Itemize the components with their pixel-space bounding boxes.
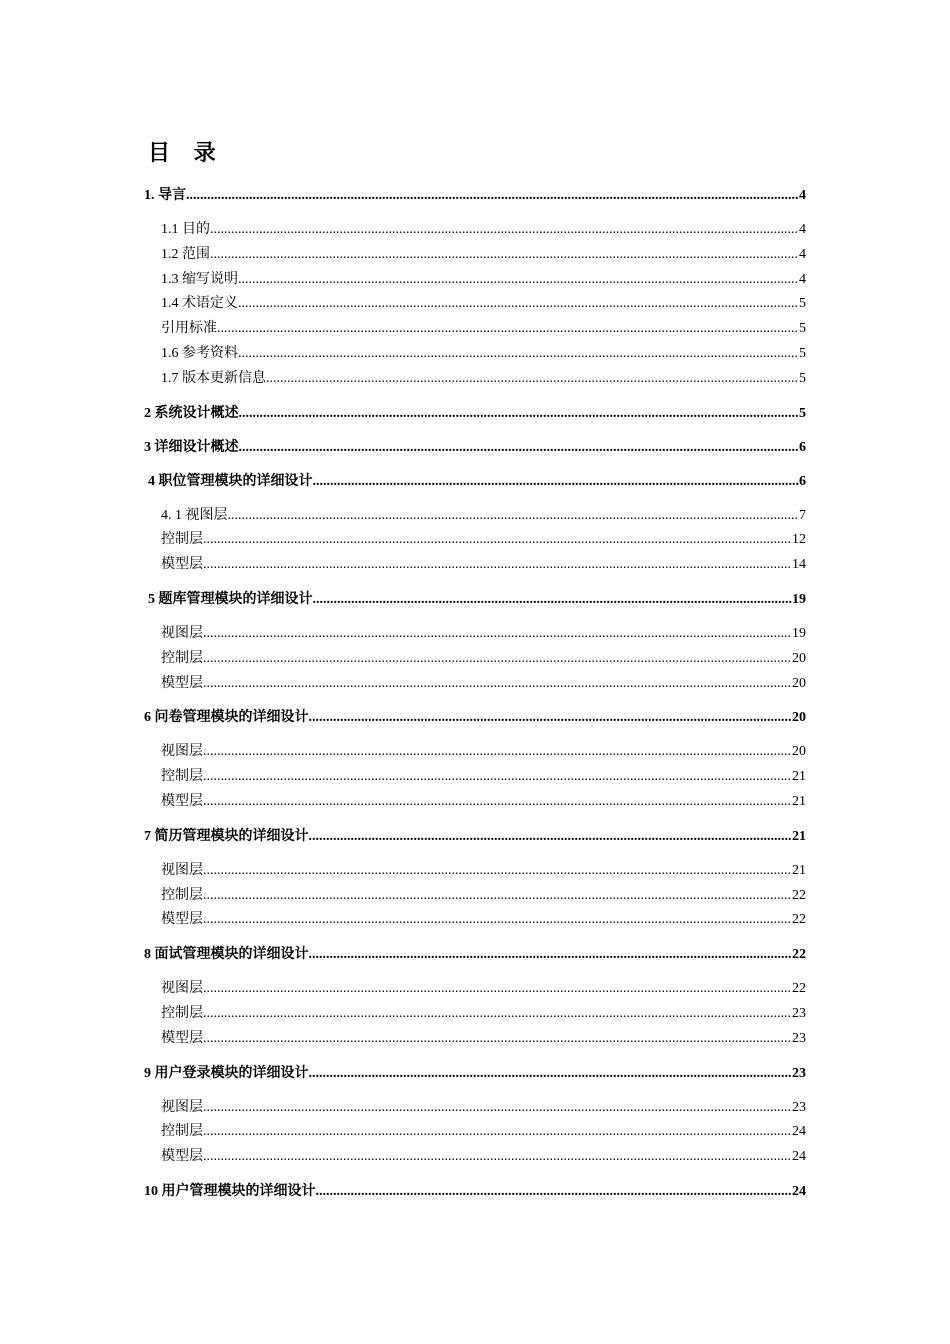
toc-entry-label: 1.4 术语定义 <box>161 296 238 312</box>
toc-section-entry[interactable] <box>144 706 806 730</box>
toc-section-entry[interactable] <box>144 470 806 494</box>
toc-dot-leader <box>203 553 792 578</box>
toc-subsection-entry[interactable] <box>144 622 806 647</box>
toc-dot-leader <box>203 1002 792 1027</box>
toc-entry-label: 引用标准 <box>161 321 217 337</box>
toc-section-entry[interactable] <box>144 1062 806 1086</box>
toc-entry-page-number: 14 <box>792 557 806 573</box>
toc-entry-label: 9 用户登录模块的详细设计 <box>144 1065 309 1081</box>
toc-entry-page-number: 23 <box>792 1065 806 1081</box>
toc-entry-label: 5 题库管理模块的详细设计 <box>148 591 313 607</box>
toc-section-entry[interactable] <box>144 588 806 612</box>
toc-section-entry[interactable] <box>144 436 806 460</box>
toc-entry-page-number: 22 <box>792 981 806 997</box>
toc-entry-label: 7 简历管理模块的详细设计 <box>144 828 309 844</box>
toc-subsection-entry[interactable] <box>144 765 806 790</box>
toc-dot-leader <box>203 528 792 553</box>
toc-entry-label: 10 用户管理模块的详细设计 <box>144 1183 316 1199</box>
toc-dot-leader <box>210 218 799 243</box>
toc-entry-page-number: 21 <box>792 828 806 844</box>
toc-entry-label: 控制层 <box>161 650 203 666</box>
toc-entry-label: 1.6 参考资料 <box>161 345 238 361</box>
toc-dot-leader <box>203 622 792 647</box>
toc-entry-page-number: 5 <box>799 370 806 386</box>
toc-entry-page-number: 4 <box>799 222 806 237</box>
toc-entry-page-number: 23 <box>792 1099 806 1115</box>
toc-subsection-entry[interactable] <box>144 528 806 553</box>
toc-entry-label: 模型层 <box>161 793 203 809</box>
toc-dot-leader <box>203 977 792 1002</box>
toc-entry-label: 1. 导言 <box>144 188 186 203</box>
toc-subsection-entry[interactable] <box>144 504 806 529</box>
toc-subsection-entry[interactable] <box>144 740 806 765</box>
toc-dot-leader <box>203 908 792 933</box>
toc-entry-label: 8 面试管理模块的详细设计 <box>144 947 309 963</box>
toc-entry-label: 3 详细设计概述 <box>144 439 239 455</box>
toc-dot-leader <box>203 647 792 672</box>
toc-dot-leader <box>309 1062 793 1086</box>
toc-subsection-entry[interactable] <box>144 553 806 578</box>
toc-entry-page-number: 5 <box>799 296 806 312</box>
toc-section-entry[interactable] <box>144 184 806 208</box>
toc-entry-page-number: 20 <box>792 650 806 666</box>
toc-entry-label: 控制层 <box>161 887 203 903</box>
toc-entry-page-number: 20 <box>792 675 806 691</box>
toc-subsection-entry[interactable] <box>144 317 806 342</box>
toc-entry-page-number: 19 <box>792 625 806 641</box>
toc-entry-page-number: 5 <box>799 405 806 421</box>
toc-entry-label: 视图层 <box>161 862 203 878</box>
toc-dot-leader <box>203 1145 792 1170</box>
toc-dot-leader <box>316 1180 793 1204</box>
toc-title: 目 录 <box>148 141 224 166</box>
toc-dot-leader <box>313 588 793 612</box>
toc-subsection-entry[interactable] <box>144 1145 806 1170</box>
toc-dot-leader <box>217 317 799 342</box>
toc-dot-leader <box>203 1027 792 1052</box>
toc-entry-label: 模型层 <box>161 1149 203 1165</box>
toc-entry-page-number: 22 <box>792 947 806 963</box>
toc-subsection-entry[interactable] <box>144 218 806 243</box>
toc-subsection-entry[interactable] <box>144 268 806 293</box>
toc-entry-page-number: 4 <box>799 271 806 287</box>
toc-entry-label: 4 职位管理模块的详细设计 <box>148 473 313 489</box>
toc-entry-label: 6 问卷管理模块的详细设计 <box>144 710 309 726</box>
toc-entry-label: 模型层 <box>161 912 203 928</box>
toc-dot-leader <box>309 943 793 967</box>
toc-dot-leader <box>228 504 800 529</box>
toc-entry-page-number: 23 <box>792 1005 806 1021</box>
toc-entry-page-number: 24 <box>792 1124 806 1140</box>
toc-entry-page-number: 21 <box>792 862 806 878</box>
toc-entry-page-number: 5 <box>799 321 806 337</box>
toc-subsection-entry[interactable] <box>144 243 806 268</box>
toc-entry-page-number: 20 <box>792 744 806 760</box>
toc-dot-leader <box>203 740 792 765</box>
toc-entry-page-number: 4 <box>799 188 806 203</box>
toc-section-entry[interactable] <box>144 1180 806 1204</box>
toc-entry-label: 1.3 缩写说明 <box>161 271 238 287</box>
toc-entry-label: 视图层 <box>161 981 203 997</box>
table-of-contents <box>144 184 806 1204</box>
toc-entry-label: 模型层 <box>161 675 203 691</box>
toc-dot-leader <box>203 790 792 815</box>
toc-dot-leader <box>203 672 792 697</box>
toc-entry-page-number: 24 <box>792 1183 806 1199</box>
toc-dot-leader <box>203 884 792 909</box>
toc-entry-page-number: 21 <box>792 769 806 785</box>
toc-dot-leader <box>309 706 793 730</box>
toc-entry-label: 控制层 <box>161 532 203 548</box>
toc-dot-leader <box>186 184 799 208</box>
toc-section-entry[interactable] <box>144 402 806 426</box>
toc-subsection-entry[interactable] <box>144 977 806 1002</box>
toc-entry-label: 1.1 目的 <box>161 222 210 237</box>
toc-subsection-entry[interactable] <box>144 367 806 392</box>
toc-section-entry[interactable] <box>144 825 806 849</box>
toc-entry-label: 视图层 <box>161 625 203 641</box>
toc-subsection-entry[interactable] <box>144 1120 806 1145</box>
toc-entry-label: 控制层 <box>161 1005 203 1021</box>
toc-subsection-entry[interactable] <box>144 790 806 815</box>
toc-entry-label: 模型层 <box>161 557 203 573</box>
toc-subsection-entry[interactable] <box>144 1096 806 1121</box>
toc-dot-leader <box>238 342 799 367</box>
toc-dot-leader <box>239 436 800 460</box>
toc-entry-label: 视图层 <box>161 1099 203 1115</box>
toc-subsection-entry[interactable] <box>144 672 806 697</box>
toc-dot-leader <box>266 367 799 392</box>
toc-entry-page-number: 22 <box>792 887 806 903</box>
toc-entry-page-number: 23 <box>792 1030 806 1046</box>
toc-subsection-entry[interactable] <box>144 647 806 672</box>
toc-entry-page-number: 7 <box>799 507 806 523</box>
toc-entry-label: 控制层 <box>161 1124 203 1140</box>
toc-subsection-entry[interactable] <box>144 884 806 909</box>
toc-entry-page-number: 20 <box>792 710 806 726</box>
toc-entry-label: 2 系统设计概述 <box>144 405 239 421</box>
toc-entry-label: 视图层 <box>161 744 203 760</box>
toc-dot-leader <box>238 268 799 293</box>
toc-entry-label: 1.2 范围 <box>161 246 210 262</box>
toc-subsection-entry[interactable] <box>144 908 806 933</box>
toc-subsection-entry[interactable] <box>144 859 806 884</box>
toc-entry-label: 模型层 <box>161 1030 203 1046</box>
toc-entry-page-number: 19 <box>792 591 806 607</box>
toc-subsection-entry[interactable] <box>144 1002 806 1027</box>
toc-dot-leader <box>309 825 793 849</box>
toc-entry-page-number: 4 <box>799 246 806 262</box>
toc-subsection-entry[interactable] <box>144 1027 806 1052</box>
toc-dot-leader <box>203 1120 792 1145</box>
toc-dot-leader <box>239 402 800 426</box>
toc-entry-label: 控制层 <box>161 769 203 785</box>
toc-entry-page-number: 6 <box>799 473 806 489</box>
toc-entry-page-number: 21 <box>792 793 806 809</box>
toc-entry-page-number: 5 <box>799 345 806 361</box>
toc-dot-leader <box>203 859 792 884</box>
toc-dot-leader <box>203 1096 792 1121</box>
toc-entry-page-number: 6 <box>799 439 806 455</box>
toc-dot-leader <box>203 765 792 790</box>
toc-dot-leader <box>313 470 800 494</box>
toc-dot-leader <box>210 243 799 268</box>
toc-subsection-entry[interactable] <box>144 292 806 317</box>
toc-entry-label: 1.7 版本更新信息 <box>161 370 266 386</box>
toc-dot-leader <box>238 292 799 317</box>
toc-entry-label: 4. 1 视图层 <box>161 507 228 523</box>
toc-entry-page-number: 12 <box>792 532 806 548</box>
toc-section-entry[interactable] <box>144 943 806 967</box>
toc-entry-page-number: 24 <box>792 1149 806 1165</box>
toc-subsection-entry[interactable] <box>144 342 806 367</box>
toc-entry-page-number: 22 <box>792 912 806 928</box>
